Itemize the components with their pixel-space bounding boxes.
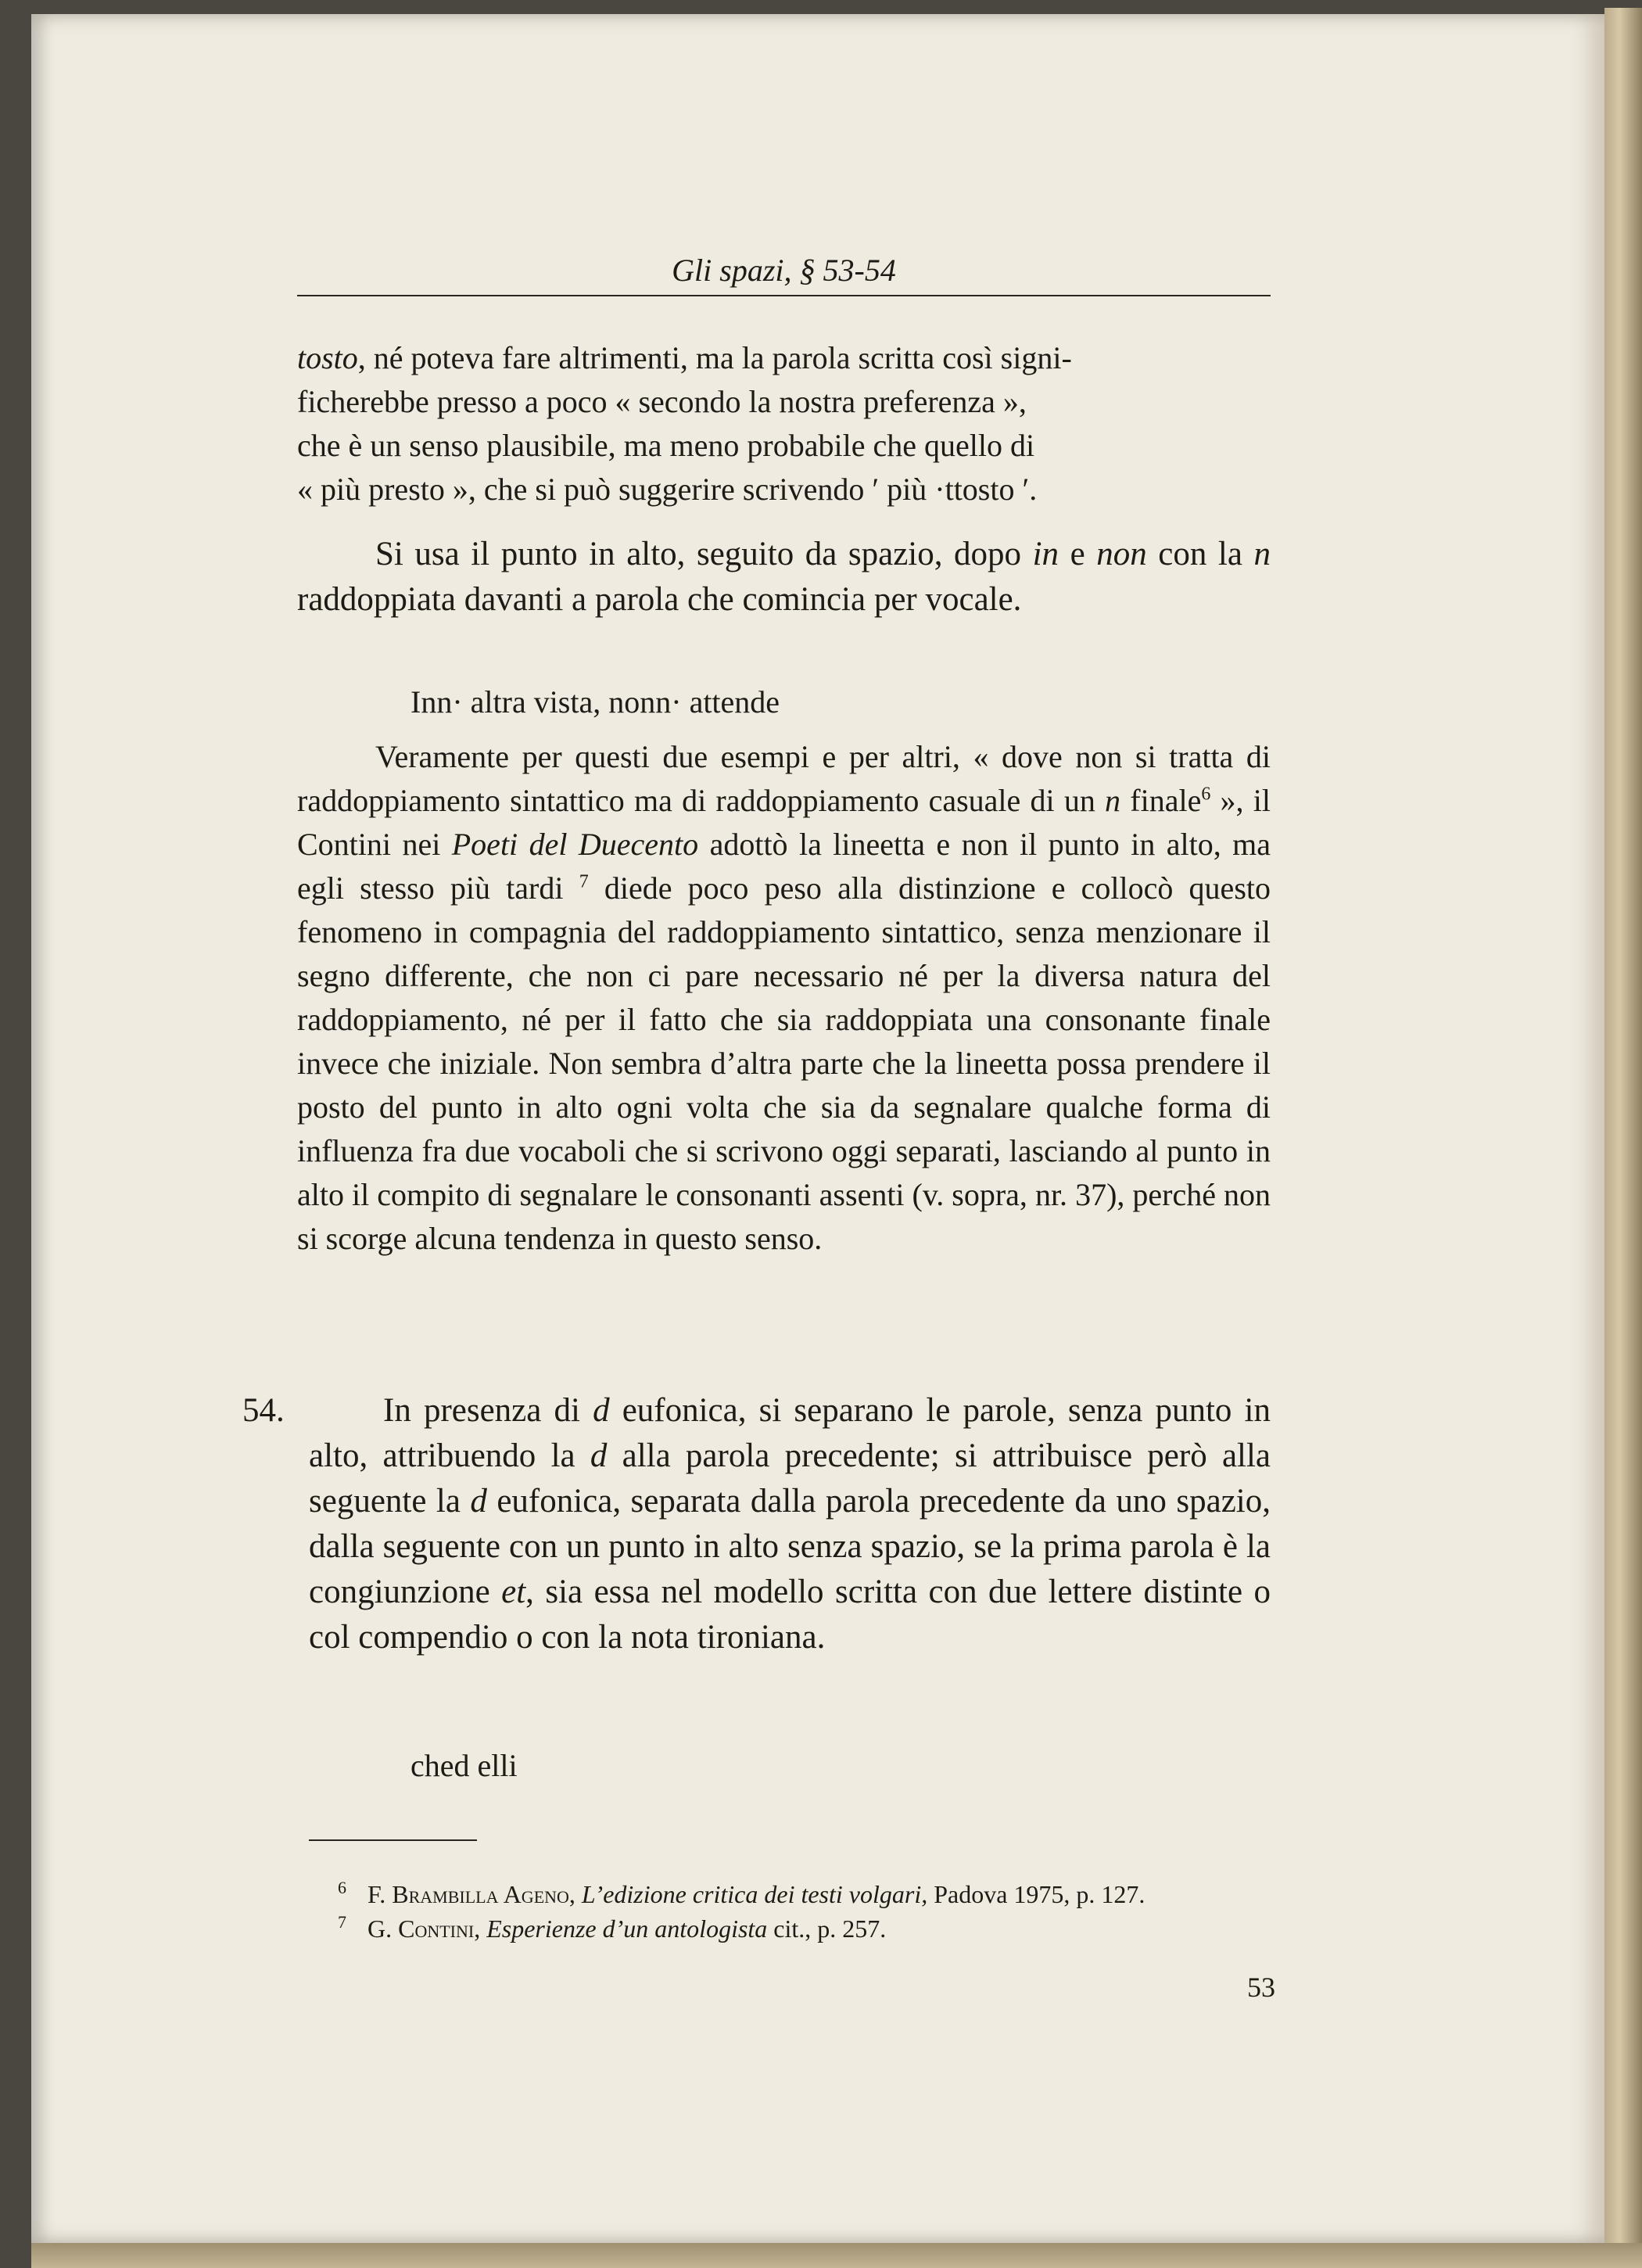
text-line: che è un senso plausibile, ma meno probabile che quello di bbox=[297, 428, 1035, 463]
paragraph-veramente bbox=[297, 735, 1271, 1261]
footnote: 7 G. Contini, Esperienze d’un antologista cit., p. 257. bbox=[338, 1912, 887, 1943]
running-header bbox=[297, 254, 1271, 296]
page-edge-right bbox=[1604, 8, 1642, 2252]
footnote-rule bbox=[309, 1839, 477, 1841]
paragraph-punto-in-alto bbox=[297, 532, 1271, 623]
footnotes bbox=[338, 1877, 1282, 1946]
quotation-example: Inn· altra vista, nonn· attende bbox=[410, 684, 780, 720]
page-number: 53 bbox=[1247, 1972, 1275, 2003]
header-title: Gli spazi, § 53-54 bbox=[672, 253, 896, 288]
page-edge-bottom bbox=[31, 2243, 1642, 2268]
footnote-ref: 7 bbox=[579, 871, 589, 892]
text-line: tosto, né poteva fare altrimenti, ma la parola scritta così signi- bbox=[297, 340, 1072, 375]
footnote-ref: 6 bbox=[1201, 784, 1211, 805]
paragraph-text: Veramente per questi due esempi e per altri, « dove non si tratta di raddoppiamento sintattico ma di raddoppiamento casuale di un n finale$^6$ », il Contini nei Poeti del Duecento adottò la lineetta e non il punto in alto, ma egli stesso più tardi $^7$ diede poco peso alla distinzione e collocò questo fenomeno in compagnia del raddoppiamento sintattico, senza menzionare il segno differente, che non ci pare necessario né per la diversa natura del raddoppiamento, né per il fatto che sia raddoppiata una consonante finale invece che iniziale. Non sembra d’altra parte che la lineetta possa prendere il posto del punto in alto ogni volta che sia da segnalare qualche forma di influenza fra due vocaboli che si scrivono oggi separati, lasciando al punto in alto il compito di segnalare le consonanti assenti (v. sopra, nr. 37), perché non si scorge alcuna tendenza in questo senso. bbox=[297, 739, 1271, 1256]
text-line: « più presto », che si può suggerire scrivendo ′ più ·ttosto ′. bbox=[297, 472, 1038, 507]
section-54 bbox=[242, 1388, 1271, 1660]
paragraph-continuation bbox=[297, 336, 1271, 511]
quotation-example: ched elli bbox=[410, 1748, 518, 1783]
footnote: 6 F. Brambilla Ageno, L’edizione critica dei testi volgari, Padova 1975, p. 127. bbox=[338, 1878, 1145, 1908]
paragraph-text: Si usa il punto in alto, seguito da spazio, dopo in e non con la n raddoppiata davanti a parola che comincia per vocale. bbox=[297, 536, 1271, 618]
paragraph-text: In presenza di d eufonica, si separano le parole, senza punto in alto, attribuendo la d alla parola precedente; si attribuisce però alla seguente la d eufonica, separata dalla parola precedente da uno spazio, dalla seguente con un punto in alto senza spazio, se la prima parola è la congiunzione et, sia essa nel modello scritta con due lettere distinte o col compendio o con la nota tironiana. bbox=[309, 1392, 1271, 1656]
section-number: 54. bbox=[242, 1392, 285, 1429]
text-line: ficherebbe presso a poco « secondo la nostra preferenza », bbox=[297, 384, 1027, 419]
